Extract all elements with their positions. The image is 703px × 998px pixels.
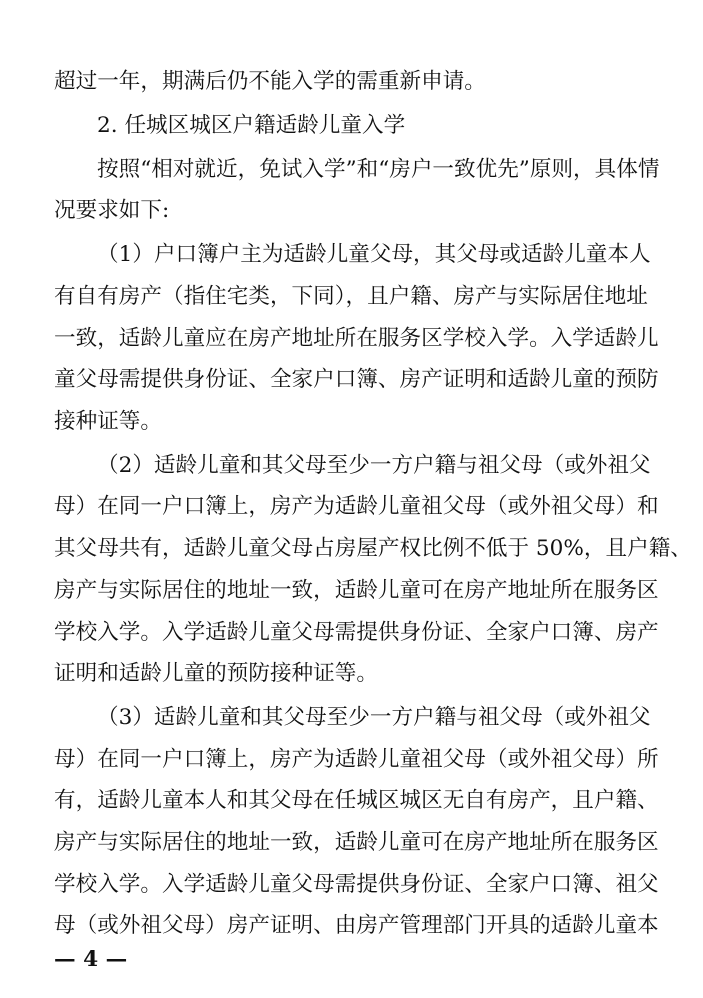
text-line: （3）适龄儿童和其父母至少一方户籍与祖父母（或外祖父 [97, 705, 651, 730]
page-number: — 4 — [54, 947, 128, 972]
text-line: 学校入学。入学适龄儿童父母需提供身份证、全家户口簿、房产 [54, 620, 659, 645]
text-line: 一致，适龄儿童应在房产地址所在服务区学校入学。入学适龄儿 [54, 326, 659, 351]
text-line: 其父母共有，适龄儿童父母占房屋产权比例不低于 50%，且户籍、 [54, 536, 692, 561]
text-line: 母）在同一户口簿上，房产为适龄儿童祖父母（或外祖父母）和 [54, 494, 659, 519]
text-line: 况要求如下: [54, 198, 170, 223]
text-line: 有，适龄儿童本人和其父母在任城区城区无自有房产，且户籍、 [54, 788, 659, 813]
text-line: 房产与实际居住的地址一致，适龄儿童可在房产地址所在服务区 [54, 578, 659, 603]
text-line: 接种证等。 [54, 409, 162, 434]
text-line: 童父母需提供身份证、全家户口簿、房产证明和适龄儿童的预防 [54, 367, 659, 392]
text-line: 房产与实际居住的地址一致，适龄儿童可在房产地址所在服务区 [54, 830, 659, 855]
text-line: 学校入学。入学适龄儿童父母需提供身份证、全家户口簿、祖父 [54, 872, 659, 897]
section-heading: 2. 任城区城区户籍适龄儿童入学 [97, 113, 406, 138]
text-line: （1）户口簿户主为适龄儿童父母，其父母或适龄儿童本人 [97, 242, 651, 267]
text-line: 有自有房产（指住宅类，下同），且户籍、房产与实际居住地址 [54, 284, 648, 309]
text-line: 母）在同一户口簿上，房产为适龄儿童祖父母（或外祖父母）所 [54, 747, 659, 772]
text-line: （2）适龄儿童和其父母至少一方户籍与祖父母（或外祖父 [97, 453, 651, 478]
text-line: 母（或外祖父母）房产证明、由房产管理部门开具的适龄儿童本 [54, 913, 659, 938]
text-line: 按照“相对就近，免试入学”和“房户一致优先”原则，具体情 [97, 157, 660, 182]
text-line: 证明和适龄儿童的预防接种证等。 [54, 661, 378, 686]
text-line: 超过一年，期满后仍不能入学的需重新申请。 [54, 69, 486, 94]
